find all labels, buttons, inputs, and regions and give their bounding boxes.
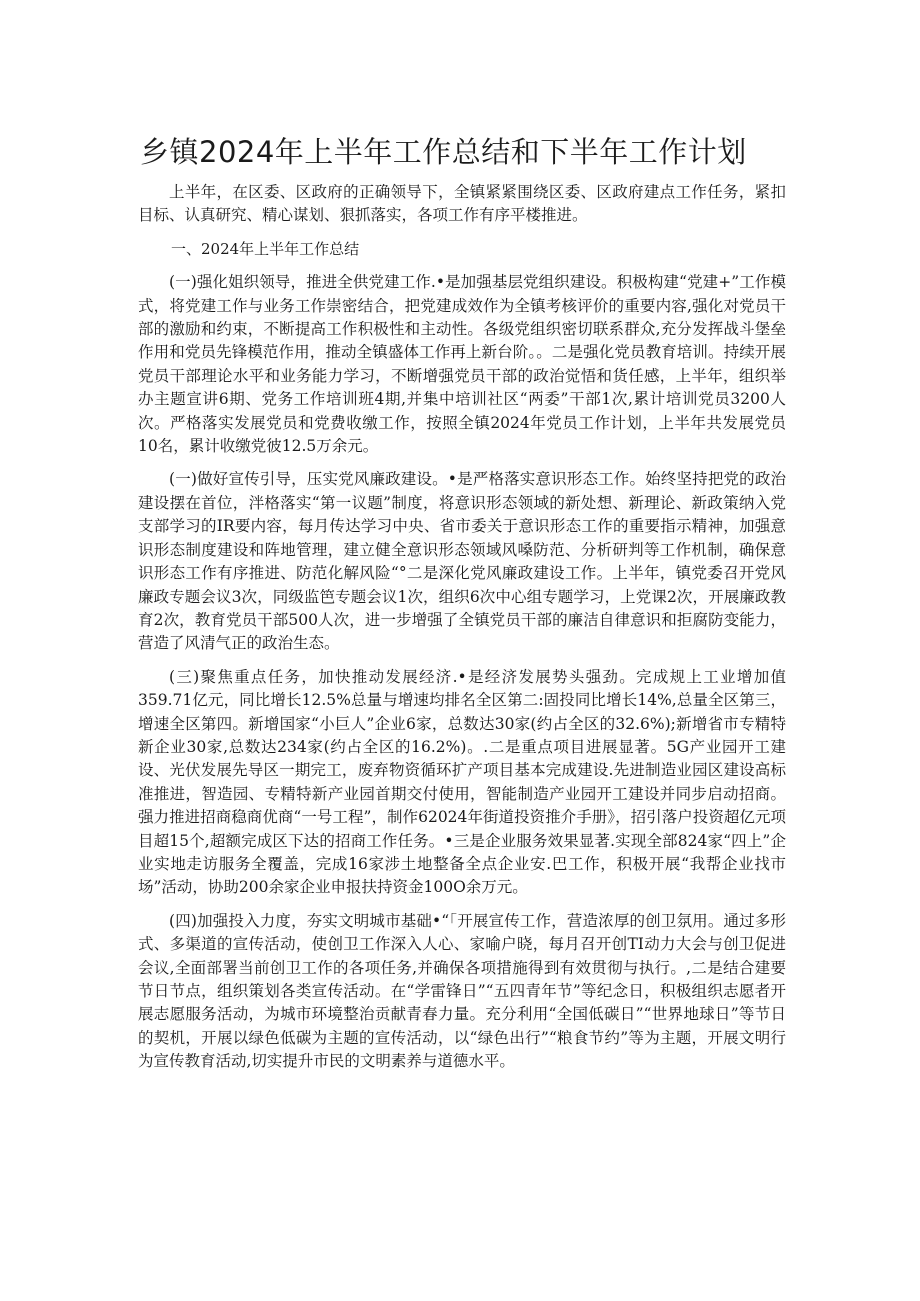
intro-paragraph: 上半年，在区委、区政府的正确领导下，全镇紧紧围绕区委、区政府建点工作任务，紧扣目标、认真研究、精心谋划、狠抓落实，各项工作有序平楼推进。: [138, 183, 786, 225]
paragraph-publicity-integrity: (一)做好宣传引导，压实党风廉政建设。•是严格落实意识形态工作。始终坚持把党的政治建设摆在首位，泮格落实“第一议题”制度，将意识形态领域的新处想、新理论、新政策纳入党支部学习的IR要内容，每月传达学习中央、省市委关于意识形态工作的重要指示精神，加强意识形态制度建设和阵地管理，建立健全意识形态领域风嗓防范、分析研判等工作机制，确保意识形态工作有序推进、防范化解风险“°二是深化党风廉政建设工作。上半年，镇党委召开党风廉政专题会议3次，同级监笆专题会议1次，组织6次中心组专题学习，上党课2次，开展廉政教育2次，教育党员干部500人次，进一步增强了全镇党员干部的廉洁自律意识和拒腐防变能力，营造了风清气正的政治生态。: [138, 470, 786, 653]
paragraph-economic-development: (三)聚焦重点任务，加快推动发展经济.•是经济发展势头强劲。完成规上工业增加值359.71亿元，同比增长12.5%总量与增速均排名全区第二:固投同比增长14%,总量全区第三，增速全区第四。新增国家“小巨人”企业6家，总数达30家(约占全区的32.6%);新增省市专精特新企业30家,总数达234家(约占全区的16.2%)。.二是重点项目进展显著。5G产业园开工建设、光伏发展先导区一期完工，废弃物资循环扩产项目基本完成建设.先进制造业园区建设高标准推进，智造园、专精特新产业园首期交付使用，智能制造产业园开工建设并同步启动招商。强力推进招商稳商优商“一号工程”，制作62024年街道投资推介手册》，招引落户投资超亿元项目超15个,超额完成区下达的招商工作任务。•三是企业服务效果显著.实现全部824家“四上”企业实地走访服务全覆盖，完成16家涉土地整备全点企业安.巴工作，积极开展“我帮企业找市场”活动，协助200余家企业申报扶持资金100O余万元。: [138, 667, 786, 897]
section-heading: 一、2024年上半年工作总结: [171, 239, 360, 258]
paragraph-civilized-city: (四)加强投入力度，夯实文明城市基础•“「开展宣传工作，营造浓厚的创卫氛用。通过多形式、多渠道的宣传活动，使创卫工作深入人心、家喻户晓，每月召开创TI动力大会与创卫促进会议,全面部署当前创卫工作的各项任务,并确保各项措施得到有效贯彻与执行。,二是结合建要节日节点，组织策划各类宣传活动。在“学雷锋日”“五四青年节”等纪念日，积极组织志愿者开展志愿服务活动，为城市环境整治贡献青春力量。充分利用“全国低碳日”“世界地球日”等节日的契机，开展以绿色低碳为主题的宣传活动，以“绿色出行”“粮食节约”等为主题，开展文明行为宣传教育活动,切实提升市民的文明素养与道德水平。: [138, 911, 786, 1071]
document-body: [138, 181, 786, 1074]
paragraph-party-building: (一)强化姐织领导，推进全供党建工作.•是加强基层党组织建设。积极构建“党建+”工作模式，将党建工作与业务工作崇密结合，把党建成效作为全镇考核评价的重要内容,强化对党员干部的激励和约束，不断提高工作积极性和主动性。各级党组织密切联系群众,充分发挥战斗堡垒作用和党员先锋模范作用，推动全镇盛体工作再上新台阶。。二是强化党员教育培训。持续开展党员干部理论水平和业务能力学习，不断增强党员干部的政治觉悟和货任感，上半年，组织举办主题宣讲6期、党务工作培训班4期,并集中培训社区“两委”干部1次,累计培训党员3200人次。严格落实发展党员和党费收缴工作，按照全镇2024年党员工作计划，上半年共发展党员10名，累计收缴党彼12.5万余元。: [138, 273, 786, 456]
document-title: 乡镇2024年上半年工作总结和下半年工作计划: [140, 135, 747, 169]
